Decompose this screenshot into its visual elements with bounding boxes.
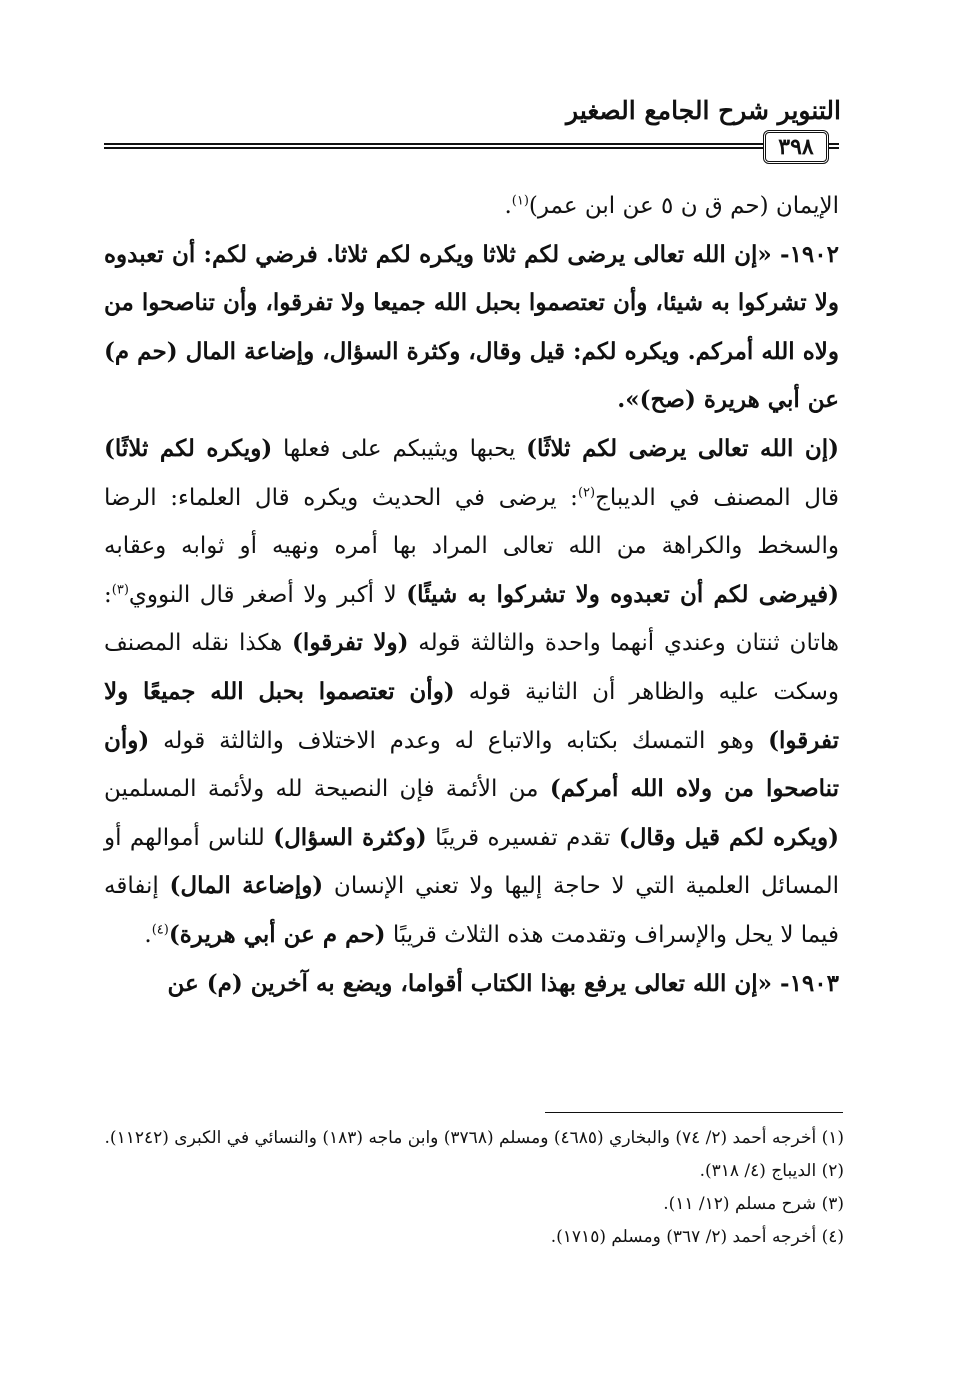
footnote-ref-4: (٤)	[151, 922, 169, 938]
footnote-separator	[545, 1112, 843, 1113]
commentary-quote: (حم م عن أبي هريرة)	[168, 920, 386, 948]
paragraph-previous-end	[104, 182, 839, 231]
commentary-quote: (وإضاعة المال)	[169, 872, 324, 900]
commentary-text: : يرضى في الحديث ويكره قال العلماء: الرضا والسخط والكراهة من الله تعالى المراد بها أمره ونهيه أو ثوابه وعقابه	[104, 484, 839, 560]
hadith-1903: ١٩٠٣- «إن الله تعالى يرفع بهذا الكتاب أقواما، ويضع به آخرين (م) عن	[167, 969, 839, 997]
footnotes	[104, 1122, 844, 1254]
previous-hadith-period: .	[504, 193, 512, 219]
commentary-quote: (ويكره لكم قيل وقال)	[618, 823, 839, 851]
page-number-frame	[763, 130, 829, 164]
footnote-3: (٣) شرح مسلم (١٢/ ١١).	[663, 1194, 844, 1214]
header-rule-end	[829, 143, 839, 149]
previous-hadith-ending: الإيمان (حم ق ن ٥ عن ابن عمر)	[528, 193, 839, 219]
commentary-text: من الأئمة فإن النصيحة لله ولأئمة المسلمين	[104, 776, 550, 803]
commentary-text: لا أكبر ولا أصغر قال النووي	[128, 581, 407, 608]
commentary-quote: (وأن تناصحوا من ولاه الله أمركم)	[104, 726, 840, 803]
commentary-text: وهو التمسك بكتابه والاتباع له وعدم الاختلاف والثالثة قوله	[149, 727, 769, 754]
commentary-quote: (وكثرة السؤال)	[273, 823, 427, 851]
commentary-text: للناس أموالهم أو المسائل العلمية التي لا حاجة إليها ولا تعني الإنسان	[104, 824, 839, 900]
commentary-text: إنفاقه فيما لا يحل والإسراف وتقدمت هذه الثلاث قريبًا	[104, 873, 839, 948]
commentary-quote: (فيرضى لكم أن تعبدوه ولا تشركوا به شيئًا)	[406, 580, 839, 608]
commentary-1902	[104, 425, 839, 960]
commentary-text: : هاتان ثنتان وعندي أنهما واحدة والثالثة قوله	[104, 581, 839, 657]
running-head-title: التنوير شرح الجامع الصغير	[566, 96, 841, 125]
header-double-rule	[104, 143, 816, 149]
footnote-2: (٢) الديباج (٤/ ٣١٨).	[699, 1161, 844, 1181]
commentary-text: قال المصنف في الديباج	[595, 484, 840, 511]
hadith-1902: ١٩٠٢- «إن الله تعالى يرضى لكم ثلاثا ويكره لكم ثلاثا. فرضي لكم: أن تعبدوه ولا تشركوا به شيئا، وأن تعتصموا بحبل الله جميعا ولا تفرقوا، وأن تناصحوا من ولاه الله أمركم. ويكره لكم: قيل وقال، وكثرة السؤال، وإضاعة المال (حم م) عن أبي هريرة (صح)».	[104, 240, 839, 414]
commentary-quote: (ويكره لكم ثلاثًا)	[104, 434, 273, 462]
commentary-period: .	[144, 921, 152, 948]
footnote-ref-3: (٣)	[111, 582, 129, 598]
footnote-4: (٤) أخرجه أحمد (٢/ ٣٦٧) ومسلم (١٧١٥).	[550, 1227, 844, 1247]
footnote-ref-2: (٢)	[577, 484, 596, 500]
commentary-quote: (إن الله تعالى يرضى لكم ثلاثًا)	[526, 434, 840, 462]
main-text	[104, 182, 839, 1008]
commentary-quote: (وأن تعتصموا بحبل الله جميعًا ولا تفرقوا)	[104, 677, 839, 754]
commentary-text: تقدم تفسيره قريبًا	[426, 824, 619, 851]
footnote-ref-1: (١)	[511, 193, 529, 209]
commentary-text: هكذا نقله المصنف وسكت عليه والظاهر أن الثانية قوله	[104, 630, 839, 705]
page-number: ٣٩٨	[778, 134, 814, 160]
footnote-1: (١) أخرجه أحمد (٢/ ٧٤) والبخاري (٤٦٨٥) ومسلم (٣٧٦٨) وابن ماجه (١٨٣) والنسائي في الكبرى (١١٢٤٢).	[104, 1128, 844, 1148]
commentary-quote: (ولا تفرقوا)	[292, 629, 409, 657]
commentary-text: يحبها ويثيبكم على فعلها	[272, 435, 527, 462]
